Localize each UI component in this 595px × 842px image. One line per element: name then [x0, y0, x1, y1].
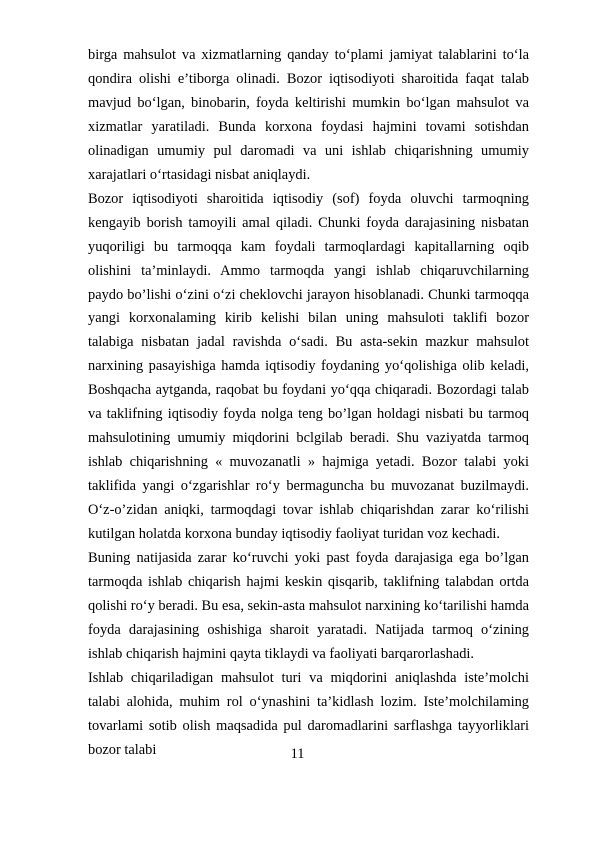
- paragraph-3: Buning natijasida zarar ko‘ruvchi yoki past foyda darajasiga ega bo’lgan tarmoqda ishlab chiqarish hajmi keskin qisqarib, taklifning talabdan ortda qolishi ro‘y beradi. Bu esa, sekin-asta mahsulot narxining ko‘tarilishi hamda foyda darajasining oshishiga sharoit yaratadi. Natijada tarmoq o‘zining ishlab chiqarish hajmini qayta tiklaydi va faoliyati barqarorlashadi.: [88, 550, 529, 662]
- body-text: [88, 44, 529, 763]
- paragraph-1: birga mahsulot va xizmatlarning qanday to‘plami jamiyat talablarini to‘la qondira olishi e’tiborga olinadi. Bozor iqtisodiyoti sharoitida faqat talab mavjud bo‘lgan, binobarin, foyda keltirishi mumkin bo‘lgan mahsulot va xizmatlar yaratiladi. Bunda korxona foydasi hajmini tovami sotishdan olinadigan umumiy pul daromadi va uni ishlab chiqarishning umumiy xarajatlari o‘rtasidagi nisbat aniqlaydi.: [88, 47, 529, 183]
- paragraph-2: Bozor iqtisodiyoti sharoitida iqtisodiy (sof) foyda oluvchi tarmoqning kengayib borish tamoyili amal qiladi. Chunki foyda darajasining nisbatan yuqoriligi bu tarmoqqa kam foydali tarmoqlardagi kapitallarning oqib olishini ta’minlaydi. Ammo tarmoqda yangi ishlab chiqaruvchilarning paydo bo’lishi o‘zini o‘zi cheklovchi jarayon hisoblanadi. Chunki tarmoqqa yangi korxonalaming kirib kelishi bilan uning mahsuloti taklifi bozor talabiga nisbatan jadal ravishda o‘sadi. Bu asta-sekin mazkur mahsulot narxining pasayishiga hamda iqtisodiy foydaning yo‘qolishiga olib keladi, Boshqacha aytganda, raqobat bu foydani yo‘qqa chiqaradi. Bozordagi talab va taklifning iqtisodiy foyda nolga teng bo’lgan holdagi nisbati bu tarmoq mahsulotining umumiy miqdorini bclgilab beradi. Shu vaziyatda tarmoq ishlab chiqarishning « muvozanatli » hajmiga yetadi. Bozor talabi yoki taklifida yangi o‘zgarishlar ro‘y bermaguncha bu muvozanat buzilmaydi. O‘z-o’zidan aniqki, tarmoqdagi tovar ishlab chiqarishdan zarar ko‘rilishi kutilgan holatda korxona bunday iqtisodiy faoliyat turidan voz kechadi.: [88, 190, 529, 543]
- page-number: 11: [290, 746, 305, 762]
- paragraph-4: Ishlab chiqariladigan mahsulot turi va miqdorini aniqlashda iste’molchi talabi alohida, muhim rol o‘ynashini ta’kidlash lozim. Iste’molchilaming tovarlami sotib olish maqsadida pul daromadlarini sarflashga tayyorliklari bozor talabi: [88, 669, 529, 758]
